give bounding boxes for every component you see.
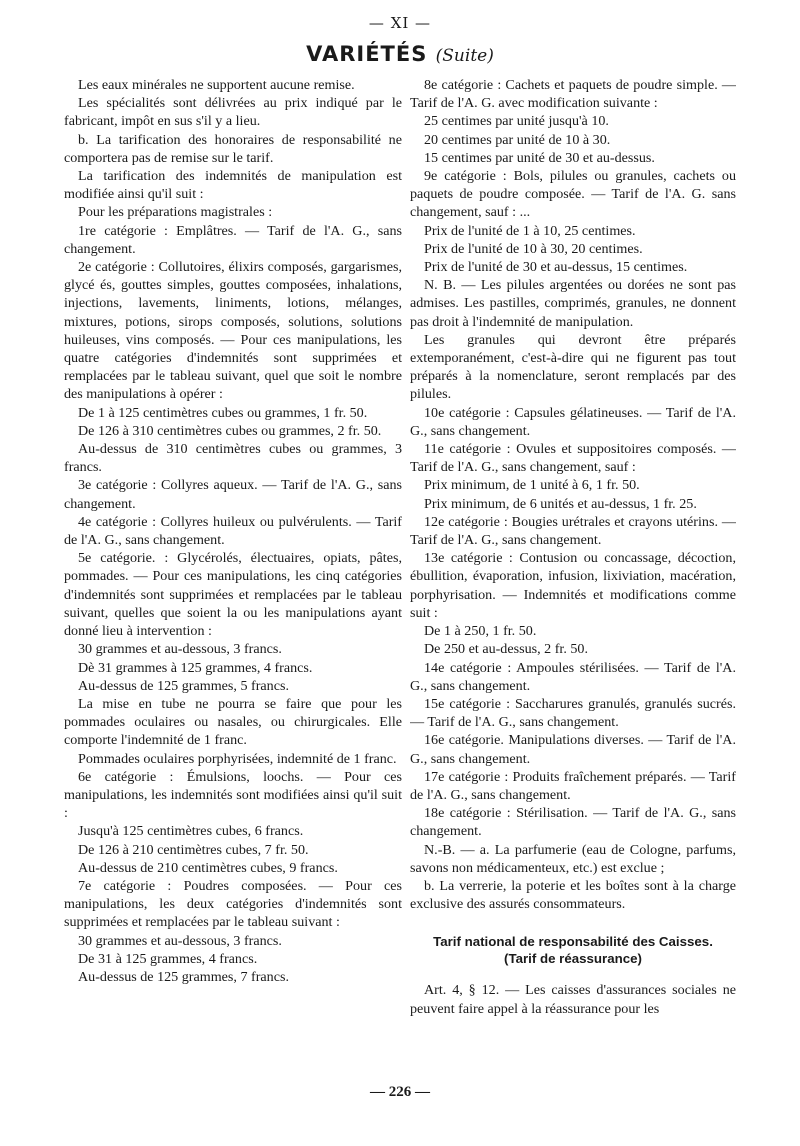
paragraph: N.-B. — a. La parfumerie (eau de Cologne, parfums, savons non médicamenteux, etc.) est exclue ; [410, 841, 736, 876]
paragraph: 15 centimes par unité de 30 et au-dessus. [424, 149, 655, 166]
paragraph: Pour les préparations magistrales : [78, 204, 273, 221]
paragraph: Dè 31 grammes à 125 grammes, 4 francs. [78, 659, 313, 676]
paragraph: 12e catégorie : Bougies urétrales et crayons utérins. — Tarif de l'A. G., sans changement. [410, 513, 736, 549]
paragraph: 14e catégorie : Ampoules stérilisées. — Tarif de l'A. G., sans changement. [410, 659, 736, 694]
left-column [64, 76, 402, 1081]
paragraph: Prix minimum, de 1 unité à 6, 1 fr. 50. [424, 477, 640, 494]
paragraph: Art. 4, § 12. — Les caisses d'assurances sociales ne peuvent faire appel à la réassurance pour les [410, 982, 736, 1017]
paragraph: 30 grammes et au-dessous, 3 francs. [78, 932, 282, 949]
paragraph: N. B. — Les pilules argentées ou dorées ne sont pas admises. Les pastilles, comprimés, granules, ne donnent pas droit à l'indemnité de manipulation. [410, 277, 736, 330]
paragraph: La tarification des indemnités de manipulation est modifiée ainsi qu'il suit : [64, 168, 402, 203]
paragraph: 7e catégorie : Poudres composées. — Pour ces manipulations, les deux catégories d'indemnités sont supprimées et remplacées par le tableau suivant : [64, 877, 402, 931]
paragraph: 5e catégorie. : Glycérolés, électuaires, opiats, pâtes, pommades. — Pour ces manipulations, les cinq catégories d'indemnités sont supprimées et remplacées par le tableau suivant, quelles que soient la ou les manipulations ayant donné lieu à intervention : [64, 550, 402, 640]
paragraph: 25 centimes par unité jusqu'à 10. [424, 113, 609, 130]
page-number: — 226 — [370, 1084, 430, 1100]
paragraph: 30 grammes et au-dessous, 3 francs. [78, 641, 282, 658]
paragraph: 17e catégorie : Produits fraîchement préparés. — Tarif de l'A. G., sans changement. [410, 768, 736, 803]
paragraph: 9e catégorie : Bols, pilules ou granules, cachets ou paquets de poudre composée. — Tarif de l'A. G. sans changement, sauf : ... [410, 168, 736, 221]
paragraph: Au-dessus de 125 grammes, 5 francs. [78, 677, 289, 694]
paragraph: Jusqu'à 125 centimètres cubes, 6 francs. [78, 823, 304, 840]
paragraph: 2e catégorie : Collutoires, élixirs composés, gargarismes, glycé és, gouttes simples, gouttes composées, inhalations, injections, lavements, liniments, lotions, mélanges, mixtures, potions, sirops composés, solutions, solutions huileuses, vins composés. — Pour ces manipulations, les quatre catégories d'indemnités sont supprimées et remplacées par le tableau suivant, quel que soit le nombre des manipulations à opérer : [64, 259, 402, 403]
paragraph: De 1 à 125 centimètres cubes ou grammes, 1 fr. 50. [78, 404, 368, 421]
paragraph: Les granules qui devront être préparés extemporanément, c'est-à-dire qui ne figurent pas tout préparés à la nomenclature, seront remplacés par des pilules. [410, 331, 736, 403]
paragraph: 8e catégorie : Cachets et paquets de poudre simple. — Tarif de l'A. G. avec modification suivante : [410, 77, 736, 112]
paragraph: 11e catégorie : Ovules et suppositoires composés. — Tarif de l'A. G., sans changement, sauf : [410, 441, 736, 476]
paragraph: 18e catégorie : Stérilisation. — Tarif de l'A. G., sans changement. [410, 805, 736, 840]
right-column [410, 76, 736, 1081]
paragraph: De 31 à 125 grammes, 4 francs. [78, 950, 258, 967]
paragraph: De 126 à 310 centimètres cubes ou grammes, 2 fr. 50. [78, 422, 382, 439]
right-column-paragraphs [410, 76, 736, 913]
section-heading [410, 933, 736, 967]
paragraph: 20 centimes par unité de 10 à 30. [424, 131, 611, 148]
roman-page-number: — XI — [368, 14, 432, 32]
paragraph: 16e catégorie. Manipulations diverses. — Tarif de l'A. G., sans changement. [410, 732, 736, 767]
paragraph: 10e catégorie : Capsules gélatineuses. — Tarif de l'A. G., sans changement. [410, 404, 736, 439]
paragraph: Prix minimum, de 6 unités et au-dessus, 1 fr. 25. [424, 495, 697, 512]
section-heading-line2: (Tarif de réassurance) [504, 951, 642, 967]
paragraph: Pommades oculaires porphyrisées, indemnité de 1 franc. [78, 750, 397, 767]
paragraph: b. La verrerie, la poterie et les boîtes sont à la charge exclusive des assurés consommateurs. [410, 877, 736, 913]
right-column-continuation [410, 981, 736, 1017]
paragraph: Au-dessus de 125 grammes, 7 francs. [78, 968, 289, 985]
paragraph: Les eaux minérales ne supportent aucune remise. [78, 77, 355, 93]
heading-subtitle: (Suite) [435, 46, 494, 66]
heading-title: VARIÉTÉS [306, 42, 428, 66]
paragraph: De 126 à 210 centimètres cubes, 7 fr. 50. [78, 841, 309, 858]
paragraph: La mise en tube ne pourra se faire que pour les pommades oculaires ou nasales, ou chirurgicales. Elle comporte l'indemnité de 1 franc. [64, 695, 402, 749]
paragraph: 15e catégorie : Saccharures granulés, granulés sucrés. — Tarif de l'A. G., sans changement. [410, 695, 736, 731]
paragraph: 1re catégorie : Emplâtres. — Tarif de l'A. G., sans changement. [64, 222, 402, 257]
paragraph: Prix de l'unité de 10 à 30, 20 centimes. [424, 240, 643, 257]
paragraph: 6e catégorie : Émulsions, loochs. — Pour ces manipulations, les indemnités sont modifiées ainsi qu'il suit : [64, 768, 402, 822]
paragraph: De 1 à 250, 1 fr. 50. [424, 623, 537, 640]
paragraph: Au-dessus de 310 centimètres cubes ou grammes, 3 francs. [64, 441, 402, 476]
paragraph: 3e catégorie : Collyres aqueux. — Tarif de l'A. G., sans changement. [64, 477, 402, 512]
section-heading-line1: Tarif national de responsabilité des Caisses. [433, 934, 713, 950]
paragraph: Prix de l'unité de 1 à 10, 25 centimes. [424, 222, 636, 239]
paragraph: 4e catégorie : Collyres huileux ou pulvérulents. — Tarif de l'A. G., sans changement. [64, 513, 402, 549]
paragraph: De 250 et au-dessus, 2 fr. 50. [424, 641, 589, 658]
paragraph: Les spécialités sont délivrées au prix indiqué par le fabricant, impôt en sus s'il y a lieu. [64, 95, 402, 130]
paragraph: Prix de l'unité de 30 et au-dessus, 15 centimes. [424, 259, 688, 276]
page-heading [0, 42, 800, 66]
paragraph: Au-dessus de 210 centimètres cubes, 9 francs. [78, 859, 338, 876]
paragraph: 13e catégorie : Contusion ou concassage, décoction, ébullition, évaporation, infusion, lixiviation, macération, porphyrisation. — Indemnités et modifications comme suit : [410, 550, 736, 621]
paragraph: b. La tarification des honoraires de responsabilité ne comportera pas de remise sur le tarif. [64, 131, 402, 166]
